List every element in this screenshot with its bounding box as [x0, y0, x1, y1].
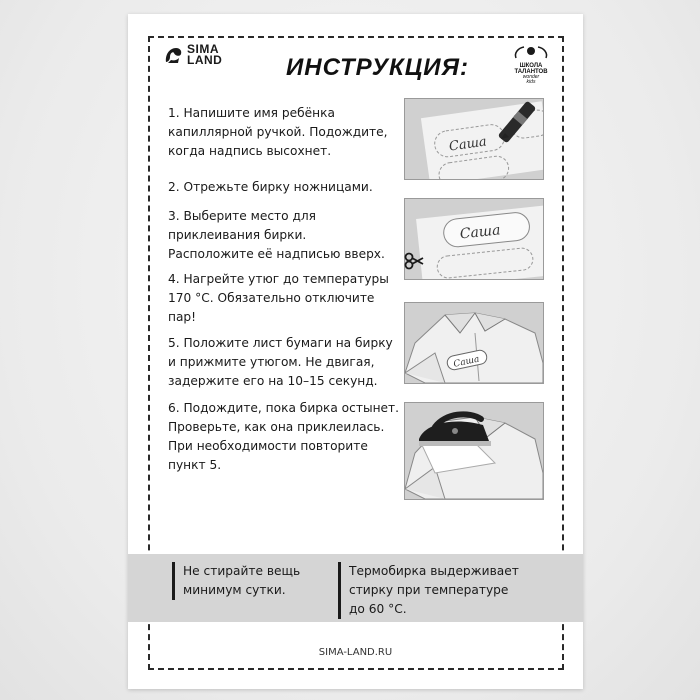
brand-line-1: SIMA — [187, 42, 219, 56]
brand-line-2: LAND — [187, 53, 223, 67]
school-line-4: kids — [526, 79, 536, 85]
sima-land-icon — [162, 44, 184, 66]
school-talents-logo — [506, 44, 556, 90]
laurel-icon — [506, 45, 556, 59]
notes-band — [128, 554, 583, 622]
school-line-3: wonder — [522, 74, 540, 80]
note-left: Не стирайте вещь минимум сутки. — [172, 562, 300, 600]
step-2: 2. Отрежьте бирку ножницами. — [168, 180, 373, 194]
instruction-sheet — [128, 14, 583, 689]
tag-name-text-1: Саша — [448, 134, 488, 155]
sima-land-logo — [162, 44, 222, 66]
school-line-1: ШКОЛА — [519, 63, 543, 69]
illustration-shirt-tag — [404, 302, 544, 384]
page-title: ИНСТРУКЦИЯ: — [286, 54, 470, 81]
shirt-icon — [405, 303, 543, 383]
tag-name-text-3: Саша — [452, 354, 481, 370]
footer-url: SIMA-LAND.RU — [318, 647, 393, 658]
step-1: 1. Напишите имя ребёнка капиллярной ручкой. Подождите, когда надпись высохнет. — [168, 106, 388, 158]
scissors-icon — [404, 252, 424, 270]
step-6: 6. Подождите, пока бирка остынет. Проверьте, как она приклеилась. При необходимости повторите пункт 5. — [168, 401, 400, 472]
step-3: 3. Выберите место для приклеивания бирки. Расположите её надписью вверх. — [168, 209, 385, 261]
illustration-iron — [404, 402, 544, 500]
school-line-2: ТАЛАНТОВ — [514, 69, 548, 75]
tag-name-text-2: Саша — [459, 222, 502, 243]
step-5: 5. Положите лист бумаги на бирку и прижмите утюгом. Не двигая, задержите его на 10–15 секунд. — [168, 336, 393, 388]
step-4: 4. Нагрейте утюг до температуры 170 °С. Обязательно отключите пар! — [168, 272, 389, 324]
iron-icon — [419, 414, 491, 446]
illustration-write-name — [404, 98, 544, 180]
illustration-cut-tag — [404, 198, 544, 280]
note-right: Термобирка выдерживает стирку при температуре до 60 °С. — [338, 562, 519, 619]
